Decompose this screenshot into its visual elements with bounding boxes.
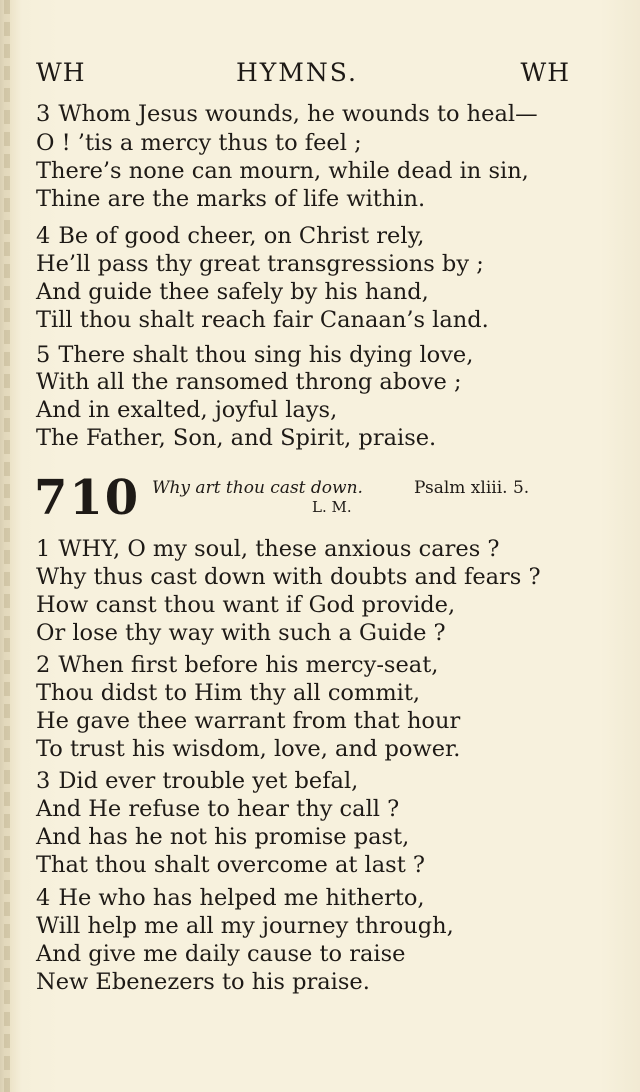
stanza-number: 3	[36, 768, 51, 794]
stanza-number: 4	[36, 885, 51, 911]
verse-line: How canst thou want if God provide,	[36, 592, 456, 618]
verse-text: Whom Jesus wounds, he wounds to heal—	[58, 101, 538, 127]
verse-text: He who has helped me hitherto,	[58, 885, 425, 911]
verse-text: Be of good cheer, on Christ rely,	[58, 223, 425, 249]
verse-line: To trust his wisdom, love, and power.	[36, 736, 461, 762]
stanza-number: 2	[36, 652, 51, 678]
stanza-number: 4	[36, 223, 51, 249]
hymn-number: 710	[34, 470, 141, 526]
scripture-reference: Psalm xliii. 5.	[414, 478, 530, 498]
verse-line: Thine are the marks of life within.	[36, 186, 426, 212]
verse-line: Will help me all my journey through,	[36, 913, 454, 939]
verse-line: Thou didst to Him thy all commit,	[36, 680, 421, 706]
verse-line	[36, 767, 358, 795]
verse-line: Or lose thy way with such a Guide ?	[36, 620, 446, 646]
verse-text: Did ever trouble yet befal,	[58, 768, 359, 794]
verse-line: That thou shalt overcome at last ?	[36, 852, 425, 878]
verse-line	[36, 535, 499, 563]
stanza-number: 3	[36, 101, 51, 127]
verse-line: The Father, Son, and Spirit, praise.	[36, 425, 437, 451]
stanza-number: 1	[36, 536, 51, 562]
verse-line	[36, 222, 424, 250]
verse-line: There’s none can mourn, while dead in sin,	[36, 158, 529, 184]
hymn-header	[34, 470, 574, 526]
verse-line	[36, 884, 425, 912]
verse-line	[36, 341, 473, 369]
verse-line: He’ll pass thy great transgressions by ;	[36, 251, 484, 277]
page-gutter-edge	[4, 0, 10, 1092]
verse-text: There shalt thou sing his dying love,	[58, 342, 474, 368]
verse-line: And in exalted, joyful lays,	[36, 397, 338, 423]
running-head-title: HYMNS.	[236, 58, 358, 87]
hymn-meter: L. M.	[312, 498, 352, 516]
verse-line	[36, 100, 538, 128]
verse-line: And guide thee safely by his hand,	[36, 279, 429, 305]
running-head-right: WH	[520, 58, 570, 87]
verse-line: With all the ransomed throng above ;	[36, 369, 462, 395]
running-head-left: WH	[36, 58, 86, 87]
verse-line: And give me daily cause to raise	[36, 941, 406, 967]
verse-text: WHY, O my soul, these anxious cares ?	[58, 536, 500, 562]
verse-line: And has he not his promise past,	[36, 824, 410, 850]
verse-line: O ! ’tis a mercy thus to feel ;	[36, 130, 362, 156]
verse-line	[36, 651, 438, 679]
hymn-title: Why art thou cast down.	[152, 478, 363, 498]
verse-line: And He refuse to hear thy call ?	[36, 796, 400, 822]
verse-line: Till thou shalt reach fair Canaan’s land.	[36, 307, 489, 333]
verse-line: New Ebenezers to his praise.	[36, 969, 370, 995]
verse-text: When first before his mercy-seat,	[58, 652, 439, 678]
verse-line: Why thus cast down with doubts and fears ?	[36, 564, 541, 590]
stanza-number: 5	[36, 342, 51, 368]
running-head	[36, 58, 570, 92]
verse-line: He gave thee warrant from that hour	[36, 708, 461, 734]
